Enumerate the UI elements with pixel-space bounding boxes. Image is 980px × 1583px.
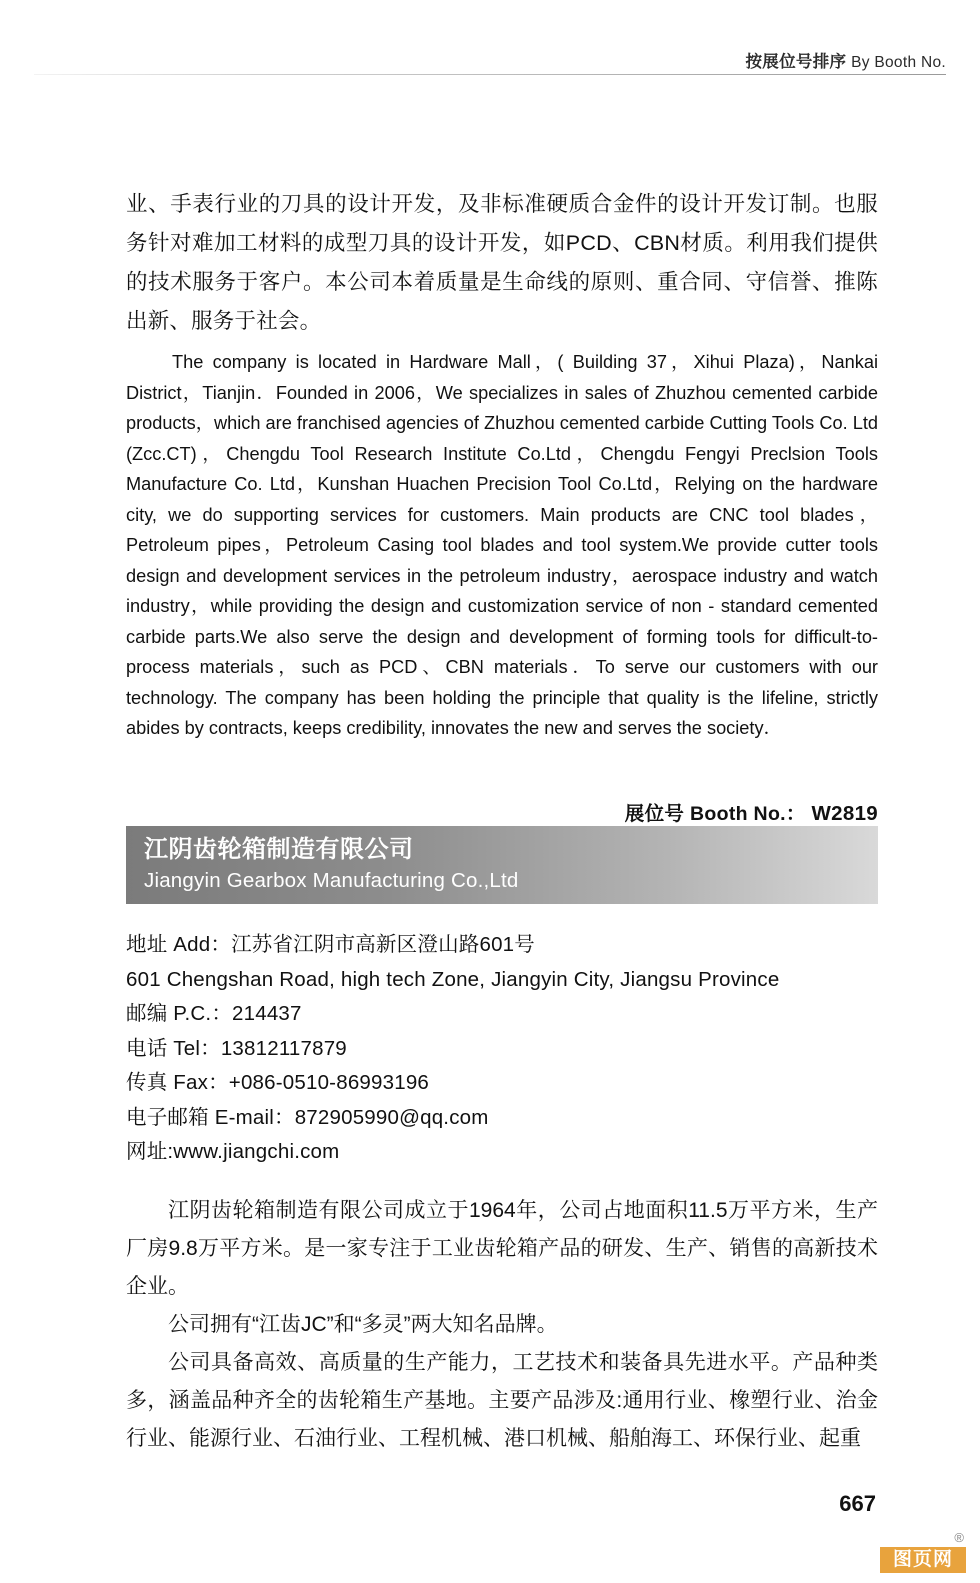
registered-mark-icon: ® — [954, 1530, 964, 1545]
contact-row-address — [126, 928, 906, 963]
contact-row-email — [126, 1101, 906, 1136]
email-label: 电子邮箱 E-mail： — [126, 1105, 295, 1129]
company-description-p2: 公司拥有“江齿JC”和“多灵”两大知名品牌。 — [168, 1313, 558, 1336]
postcode-value: 214437 — [232, 1002, 302, 1025]
watermark-label: 图页网 — [880, 1547, 966, 1573]
booth-number-line — [126, 798, 878, 826]
company-title-band — [126, 826, 878, 904]
website-label: 网址: — [126, 1140, 174, 1163]
page-header — [0, 48, 980, 88]
fax-value: +086-0510-86993196 — [228, 1071, 430, 1094]
contact-block — [126, 928, 906, 1170]
contact-row-website — [126, 1135, 906, 1170]
company-description — [126, 1192, 878, 1458]
company-description-p3: 公司具备高效、高质量的生产能力，工艺技术和装备具先进水平。产品种类多，涵盖品种齐全的齿轮箱生产基地。主要产品涉及:通用行业、橡塑行业、治金行业、能源行业、石油行业、工程机械、港口机械、船舶海工、环保行业、起重 — [126, 1351, 878, 1450]
header-label-en: By Booth No. — [851, 54, 946, 71]
header-label-cn: 按展位号排序 — [745, 53, 847, 71]
booth-label-cn: 展位号 — [624, 803, 685, 825]
booth-number-value: W2819 — [811, 802, 878, 825]
address-value-en: 601 Chengshan Road, high tech Zone, Jiangyin City, Jiangsu Province — [126, 967, 780, 991]
main-content — [126, 185, 878, 744]
contact-row-tel — [126, 1032, 906, 1067]
company-description-p1: 江阴齿轮箱制造有限公司成立于1964年，公司占地面积11.5万平方米，生产厂房9.8万平方米。是一家专注于工业齿轮箱产品的研发、生产、销售的高新技术企业。 — [126, 1199, 878, 1298]
header-label — [746, 48, 947, 72]
postcode-label: 邮编 P.C.： — [126, 1002, 233, 1025]
address-label: 地址 Add： — [126, 933, 232, 956]
address-value-cn: 江苏省江阴市高新区澄山路601号 — [231, 933, 535, 956]
company-name-cn: 江阴齿轮箱制造有限公司 — [144, 836, 414, 863]
header-divider — [34, 74, 946, 75]
email-value: 872905990@qq.com — [294, 1105, 489, 1129]
tel-label: 电话 Tel： — [126, 1036, 221, 1060]
company-name-en: Jiangyin Gearbox Manufacturing Co.,Ltd — [144, 869, 519, 892]
page-number: 667 — [839, 1491, 876, 1516]
intro-paragraph-cn: 业、手表行业的刀具的设计开发，及非标准硬质合金件的设计开发订制。也服务针对难加工材料的成型刀具的设计开发，如PCD、CBN材质。利用我们提供的技术服务于客户。本公司本着质量是生命线的原则、重合同、守信誉、推陈出新、服务于社会。 — [126, 192, 878, 333]
fax-label: 传真 Fax： — [126, 1071, 229, 1094]
intro-paragraph-en: The company is located in Hardware Mall，( Building 37，Xihui Plaza)，Nankai District，Tianjin．Founded in 2006，We specializes in sales of Zhuzhou cemented carbide products，which are franchised agencies of Zhuzhou cemented carbide Cutting Tools Co. Ltd (Zcc.CT)，Chengdu Tool Research Institute Co.Ltd，Chengdu Fengyi Preclsion Tools Manufacture Co. Ltd，Kunshan Huachen Precision Tool Co.Ltd，Relying on the hardware city, we do supporting services for customers. Main products are CNC tool blades，Petroleum pipes，Petroleum Casing tool blades and tool system.We provide cutter tools design and development services in the petroleum industry，aerospace industry and watch industry，while providing the design and customization service of non - standard cemented carbide parts.We also serve the design and development of forming tools for difficult-to- process materials，such as PCD、CBN materials．To serve our customers with our technology. The company has been holding the principle that quality is the lifeline, strictly abides by contracts, keeps credibility, innovates the new and serves the society． — [126, 352, 878, 738]
contact-row-postcode — [126, 997, 906, 1032]
website-value: www.jiangchi.com — [173, 1140, 340, 1163]
watermark — [880, 1547, 966, 1573]
contact-row-fax — [126, 1066, 906, 1101]
tel-value: 13812117879 — [220, 1036, 347, 1060]
booth-label-en: Booth No.： — [690, 803, 806, 825]
